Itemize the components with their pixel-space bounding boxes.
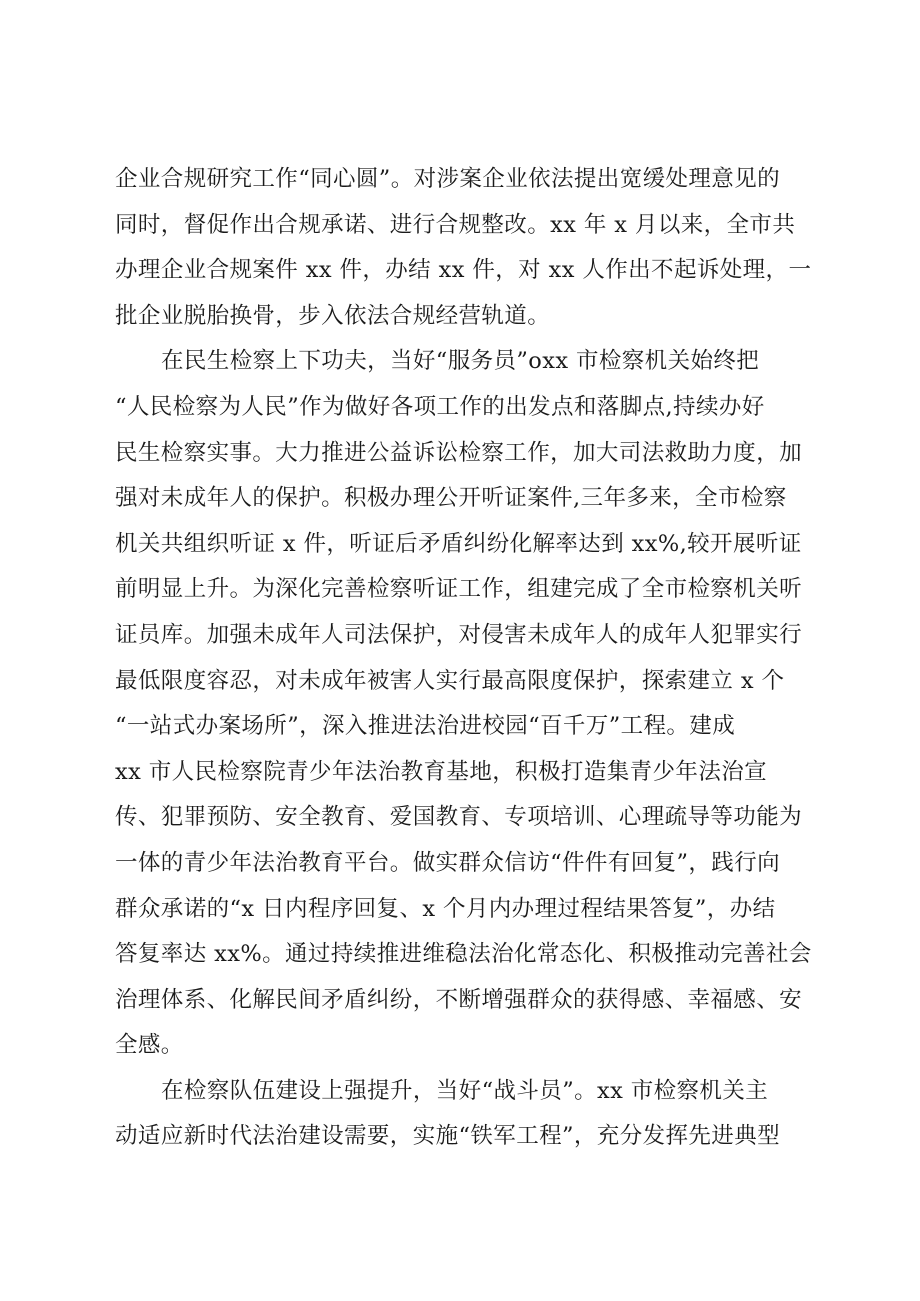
text-line: 证员库。加强未成年人司法保护，对侵害未成年人的成年人犯罪实行: [115, 621, 803, 648]
paragraph-team-building: [115, 1069, 815, 1160]
text-line: 机关共组织听证 x 件，听证后矛盾纠纷化解率达到 xx%,较开展听证: [115, 530, 802, 557]
text-line: “人民检察为人民”作为做好各项工作的出发点和落脚点,持续办好: [115, 393, 765, 420]
text-line: 强对未成年人的保护。积极办理公开听证案件,三年多来，全市检察: [115, 485, 787, 512]
text-line: 传、犯罪预防、安全教育、爱国教育、专项培训、心理疏导等功能为: [115, 804, 803, 831]
text-line: “一站式办案场所”，深入推进法治进校园“百千万”工程。建成: [115, 713, 736, 740]
text-line: 答复率达 xx%。通过持续推进维稳法治化常态化、积极推动完善社会: [115, 941, 812, 968]
text-line: 同时，督促作出合规承诺、进行合规整改。xx 年 x 月以来，全市共: [115, 211, 796, 238]
text-line: 一体的青少年法治教育平台。做实群众信访“件件有回复”，践行向: [115, 849, 781, 876]
text-line: 全感。: [115, 1032, 184, 1059]
paragraph-livelihood-procuratorate: [115, 339, 815, 1069]
text-line: 治理体系、化解民间矛盾纠纷，不断增强群众的获得感、幸福感、安: [115, 986, 803, 1013]
text-line: 在检察队伍建设上强提升，当好“战斗员”。xx 市检察机关主: [161, 1077, 769, 1104]
text-line: 民生检察实事。大力推进公益诉讼检察工作，加大司法救助力度，加: [115, 439, 803, 466]
text-line: 动适应新时代法治建设需要，实施“铁军工程”，充分发挥先进典型: [115, 1123, 781, 1150]
paragraph-enterprise-compliance: [115, 157, 815, 339]
text-line: 最低限度容忍，对未成年被害人实行最高限度保护，探索建立 x 个: [115, 667, 785, 694]
text-line: xx 市人民检察院青少年法治教育基地，积极打造集青少年法治宣: [115, 758, 768, 785]
text-line: 前明显上升。为深化完善检察听证工作，组建完成了全市检察机关听: [115, 576, 803, 603]
text-line: 批企业脱胎换骨，步入依法合规经营轨道。: [115, 302, 551, 329]
text-line: 企业合规研究工作“同心圆”。对涉案企业依法提出宽缓处理意见的: [115, 166, 781, 192]
document-body: [115, 157, 815, 1160]
text-line: 办理企业合规案件 xx 件，办结 xx 件，对 xx 人作出不起诉处理，一: [115, 257, 812, 284]
text-line: 在民生检察上下功夫，当好“服务员”oxx 市检察机关始终把: [161, 348, 760, 375]
text-line: 群众承诺的“x 日内程序回复、x 个月内办理过程结果答复”，办结: [115, 895, 776, 922]
